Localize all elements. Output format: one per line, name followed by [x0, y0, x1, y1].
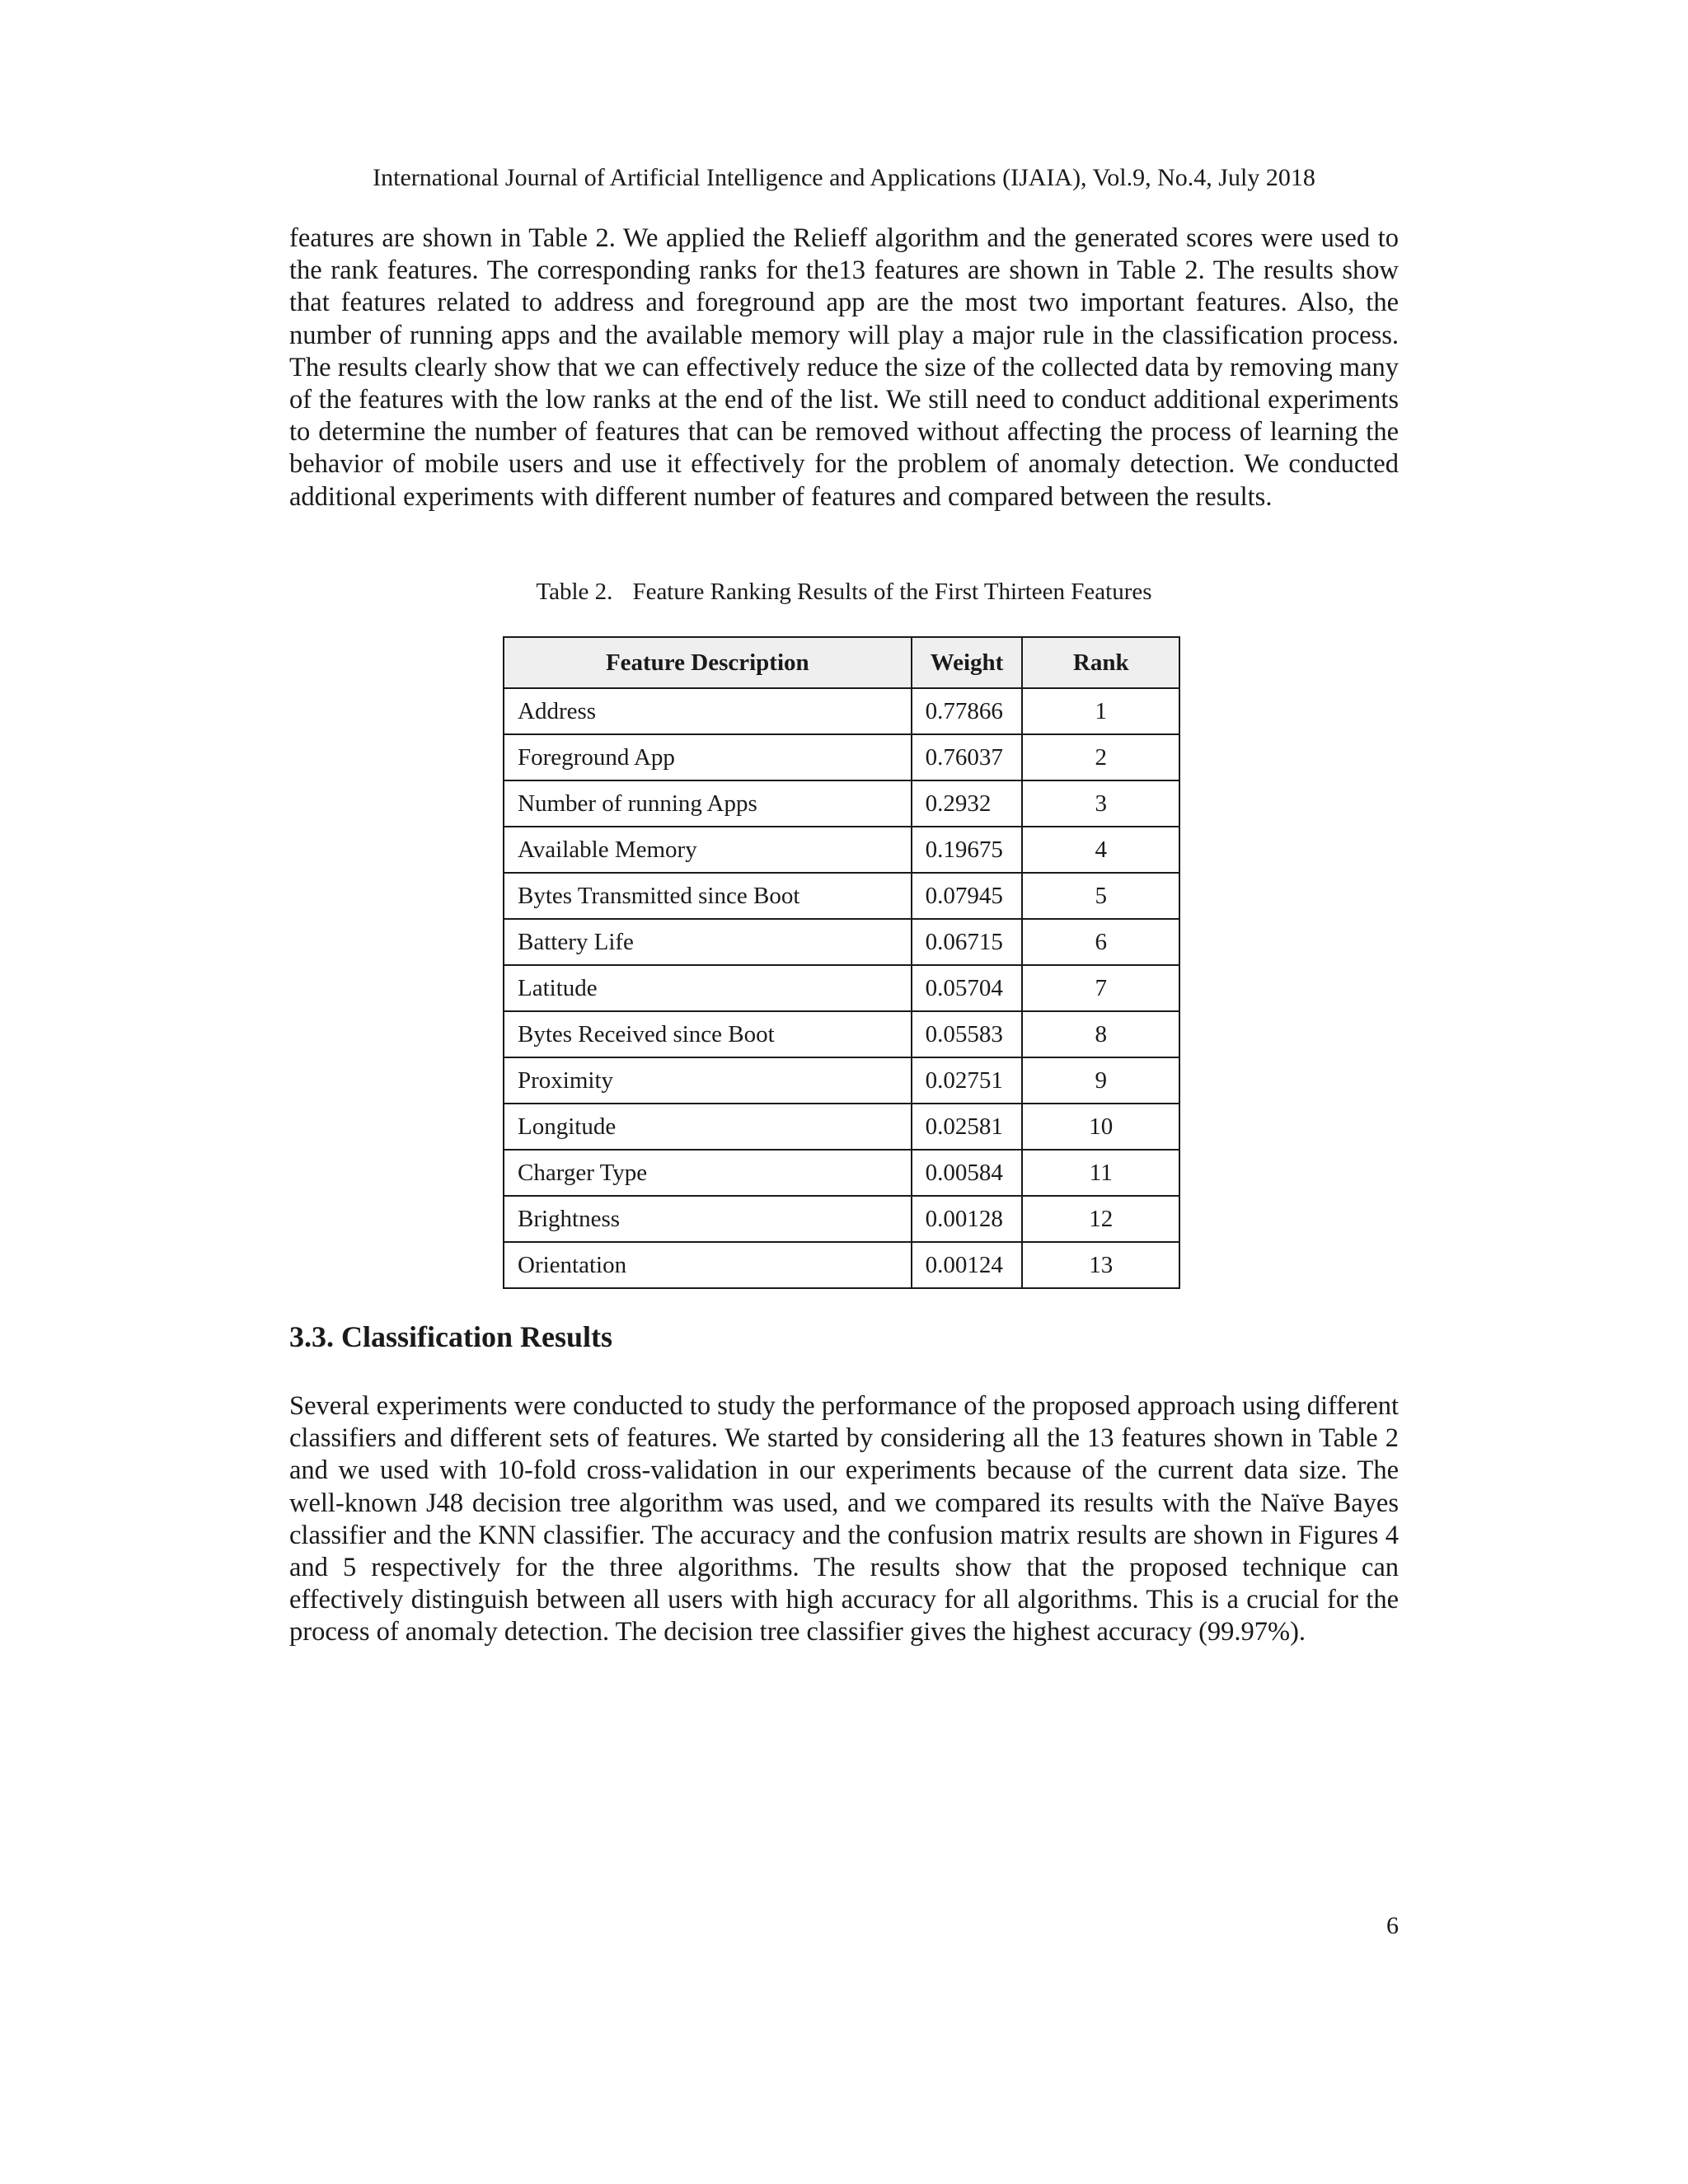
rank-cell: 6 — [1022, 919, 1179, 965]
table-row — [504, 1242, 1179, 1288]
table-row — [504, 965, 1179, 1011]
table-row — [504, 1196, 1179, 1242]
rank-cell: 1 — [1022, 688, 1179, 734]
feature-description-cell: Charger Type — [504, 1150, 912, 1196]
weight-cell: 0.05704 — [912, 965, 1023, 1011]
rank-cell: 11 — [1022, 1150, 1179, 1196]
feature-description-cell: Bytes Received since Boot — [504, 1011, 912, 1057]
table-row — [504, 1150, 1179, 1196]
feature-description-cell: Number of running Apps — [504, 780, 912, 827]
column-header-weight: Weight — [912, 637, 1023, 688]
feature-description-cell: Brightness — [504, 1196, 912, 1242]
column-header-feature-description: Feature Description — [504, 637, 912, 688]
feature-description-cell: Foreground App — [504, 734, 912, 780]
section-heading: 3.3. Classification Results — [289, 1320, 613, 1353]
table-row — [504, 1011, 1179, 1057]
weight-cell: 0.00124 — [912, 1242, 1023, 1288]
weight-cell: 0.07945 — [912, 873, 1023, 919]
feature-description-cell: Latitude — [504, 965, 912, 1011]
table-caption — [0, 575, 1688, 608]
feature-description-cell: Longitude — [504, 1104, 912, 1150]
feature-description-cell: Battery Life — [504, 919, 912, 965]
rank-cell: 13 — [1022, 1242, 1179, 1288]
rank-cell: 3 — [1022, 780, 1179, 827]
weight-cell: 0.02751 — [912, 1057, 1023, 1104]
table-row — [504, 1057, 1179, 1104]
rank-cell: 12 — [1022, 1196, 1179, 1242]
weight-cell: 0.00584 — [912, 1150, 1023, 1196]
table-header-row — [504, 637, 1179, 688]
table-caption-number: Table 2. — [536, 579, 613, 605]
table-row — [504, 919, 1179, 965]
feature-description-cell: Available Memory — [504, 827, 912, 873]
table-row — [504, 688, 1179, 734]
table-row — [504, 873, 1179, 919]
running-header: International Journal of Artificial Intelligence and Applications (IJAIA), Vol.9, No.4, July 2018 — [373, 164, 1315, 191]
rank-cell: 2 — [1022, 734, 1179, 780]
feature-ranking-table — [503, 636, 1180, 1289]
weight-cell: 0.77866 — [912, 688, 1023, 734]
weight-cell: 0.02581 — [912, 1104, 1023, 1150]
table-row — [504, 734, 1179, 780]
rank-cell: 10 — [1022, 1104, 1179, 1150]
table-caption-text: Feature Ranking Results of the First Thirteen Features — [632, 579, 1152, 605]
page-number: 6 — [1386, 1912, 1399, 1939]
weight-cell: 0.00128 — [912, 1196, 1023, 1242]
body-paragraph-1: features are shown in Table 2. We applied the Relieff algorithm and the generated scores were used to the rank features. The corresponding ranks for the13 features are shown in Table 2. The results show that features related to address and foreground app are the most two important features. Also, the number of running apps and the available memory will play a major rule in the classification process. The results clearly show that we can effectively reduce the size of the collected data by removing many of the features with the low ranks at the end of the list. We still need to conduct additional experiments to determine the number of features that can be removed without affecting the process of learning the behavior of mobile users and use it effectively for the problem of anomaly detection. We conducted additional experiments with different number of features and compared between the results. — [289, 223, 1399, 512]
feature-description-cell: Orientation — [504, 1242, 912, 1288]
rank-cell: 7 — [1022, 965, 1179, 1011]
rank-cell: 5 — [1022, 873, 1179, 919]
table-row — [504, 827, 1179, 873]
body-paragraph-2: Several experiments were conducted to study the performance of the proposed approach using different classifiers and different sets of features. We started by considering all the 13 features shown in Table 2 and we used with 10-fold cross-validation in our experiments because of the current data size. The well-known J48 decision tree algorithm was used, and we compared its results with the Naïve Bayes classifier and the KNN classifier. The accuracy and the confusion matrix results are shown in Figures 4 and 5 respectively for the three algorithms. The results show that the proposed technique can effectively distinguish between all users with high accuracy for all algorithms. This is a crucial for the process of anomaly detection. The decision tree classifier gives the highest accuracy (99.97%). — [289, 1391, 1399, 1647]
weight-cell: 0.2932 — [912, 780, 1023, 827]
feature-description-cell: Address — [504, 688, 912, 734]
weight-cell: 0.19675 — [912, 827, 1023, 873]
feature-description-cell: Bytes Transmitted since Boot — [504, 873, 912, 919]
rank-cell: 8 — [1022, 1011, 1179, 1057]
table-row — [504, 780, 1179, 827]
table-row — [504, 1104, 1179, 1150]
feature-description-cell: Proximity — [504, 1057, 912, 1104]
weight-cell: 0.76037 — [912, 734, 1023, 780]
rank-cell: 4 — [1022, 827, 1179, 873]
weight-cell: 0.06715 — [912, 919, 1023, 965]
column-header-rank: Rank — [1022, 637, 1179, 688]
weight-cell: 0.05583 — [912, 1011, 1023, 1057]
rank-cell: 9 — [1022, 1057, 1179, 1104]
